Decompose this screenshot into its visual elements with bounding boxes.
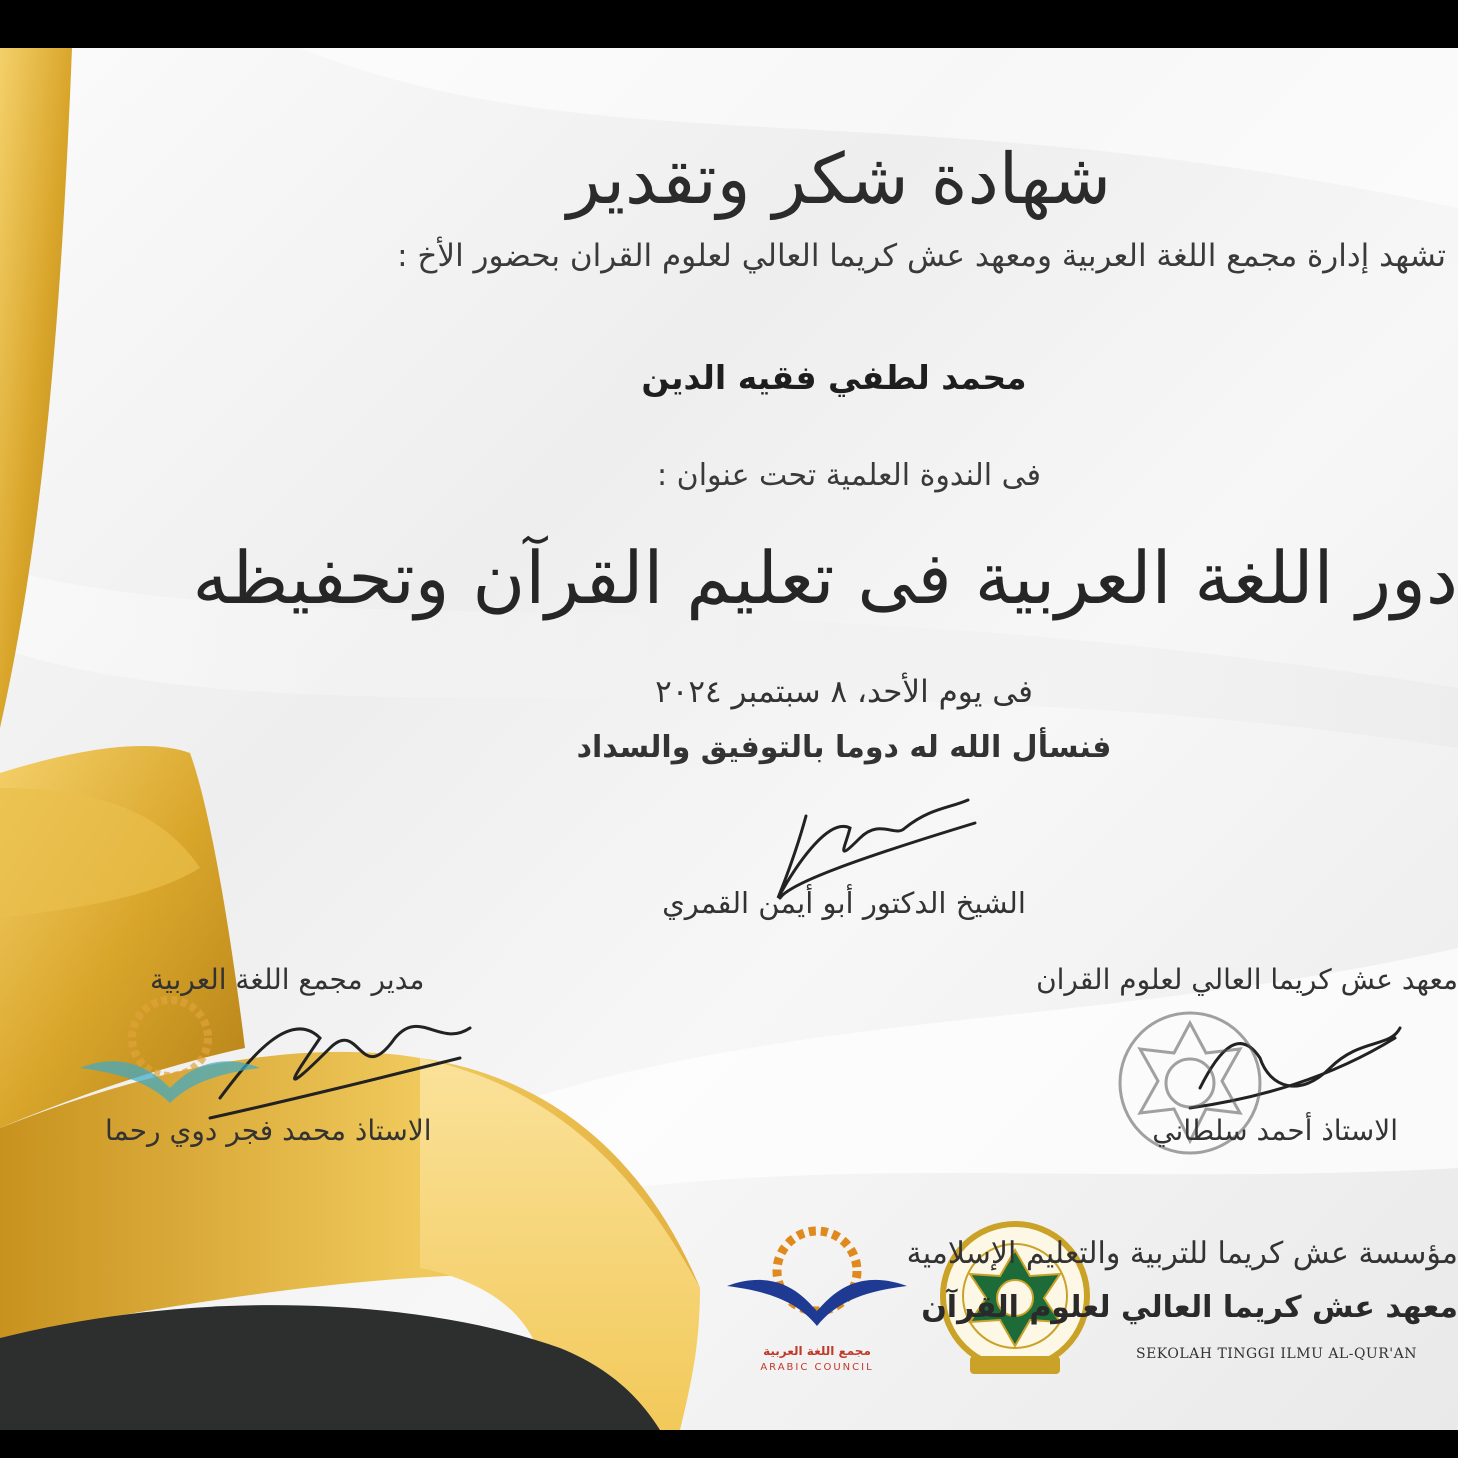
left-signatory-name: الاستاذ محمد فجر دوي رحما (105, 1114, 432, 1147)
seminar-title: دور اللغة العربية فى تعليم القرآن وتحفيظه (192, 536, 1458, 620)
footer-institute-name: معهد عش كريما العالي لعلوم القرآن (921, 1290, 1458, 1325)
center-signatory-name: الشيخ الدكتور أبو أيمن القمري (662, 886, 1026, 920)
footer-foundation-name: مؤسسة عش كريما للتربية والتعليم الإسلامية (906, 1236, 1458, 1271)
recipient-name: محمد لطفي فقيه الدين (641, 358, 1027, 397)
arabic-council-logo-icon (722, 1216, 912, 1346)
arabic-council-logo (722, 1216, 912, 1386)
arabic-council-label-ar: مجمع اللغة العربية (763, 1344, 871, 1358)
seminar-intro: فى الندوة العلمية تحت عنوان : (657, 458, 1041, 493)
footer-institute-latin: SEKOLAH TINGGI ILMU AL-QUR'AN (1136, 1346, 1417, 1362)
right-signatory-name: الاستاذ أحمد سلطاني (1152, 1114, 1398, 1147)
blessing-text: فنسأل الله له دوما بالتوفيق والسداد (576, 730, 1112, 765)
arabic-council-watermark-icon (70, 978, 270, 1128)
certificate-intro: تشهد إدارة مجمع اللغة العربية ومعهد عش كريما العالي لعلوم القران بحضور الأخ : (397, 238, 1446, 274)
event-date: فى يوم الأحد، ٨ سبتمبر ٢٠٢٤ (655, 674, 1033, 710)
certificate-title: شهادة شكر وتقدير (566, 138, 1112, 220)
left-signatory-role: مدير مجمع اللغة العربية (150, 963, 425, 996)
right-signatory-role: معهد عش كريما العالي لعلوم القران (1036, 963, 1458, 996)
arabic-council-label-en: ARABIC COUNCIL (760, 1362, 874, 1373)
center-signature-icon (778, 800, 975, 898)
certificate (0, 48, 1458, 1430)
